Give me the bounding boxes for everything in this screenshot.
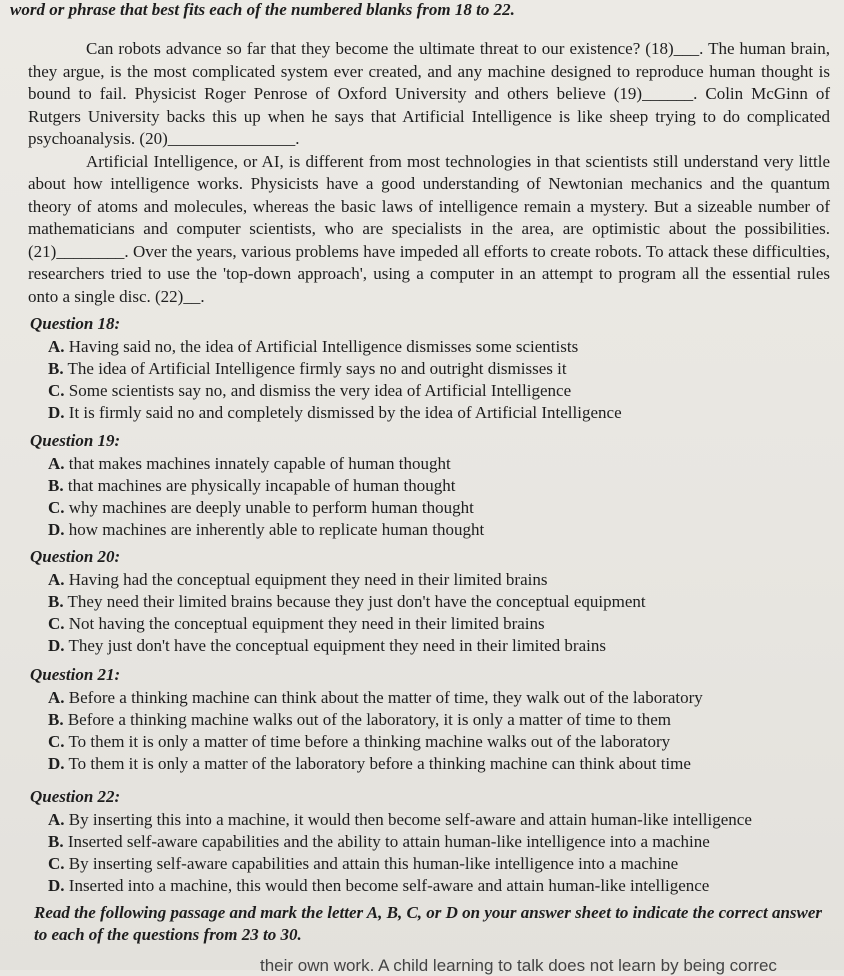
option-d[interactable] xyxy=(48,875,752,897)
question-title: Question 21: xyxy=(30,665,121,684)
section-heading: word or phrase that best fits each of the numbered blanks from 18 to 22. xyxy=(10,0,515,19)
question-20 xyxy=(30,546,646,657)
question-title: Question 20: xyxy=(30,547,121,566)
option-text: Having had the conceptual equipment they need in their limited brains xyxy=(68,570,548,589)
option-b[interactable] xyxy=(48,475,484,497)
option-b[interactable] xyxy=(48,831,752,853)
option-c[interactable] xyxy=(48,497,484,519)
next-section-instruction xyxy=(34,902,844,946)
option-text: They need their limited brains because they just don't have the conceptual equipment xyxy=(67,592,646,611)
reading-passage xyxy=(28,38,830,308)
option-letter: C. xyxy=(48,854,65,873)
question-21 xyxy=(30,664,703,775)
option-c[interactable] xyxy=(48,380,622,402)
option-letter: D. xyxy=(48,403,65,422)
option-d[interactable] xyxy=(48,753,703,775)
option-letter: D. xyxy=(48,876,65,895)
option-a[interactable] xyxy=(48,809,752,831)
option-letter: A. xyxy=(48,810,65,829)
option-text: how machines are inherently able to replicate human thought xyxy=(68,520,485,539)
option-b[interactable] xyxy=(48,709,703,731)
option-letter: A. xyxy=(48,570,65,589)
option-letter: A. xyxy=(48,454,65,473)
option-text: Not having the conceptual equipment they need in their limited brains xyxy=(68,614,545,633)
option-letter: C. xyxy=(48,498,65,517)
option-text: They just don't have the conceptual equipment they need in their limited brains xyxy=(68,636,606,655)
question-title: Question 18: xyxy=(30,314,121,333)
instruction-text: Read the following passage and mark the letter A, B, C, or D on your answer sheet to indicate the correct answer to each of the questions from 23 to 30. xyxy=(34,903,823,944)
option-letter: C. xyxy=(48,614,65,633)
option-text: The idea of Artificial Intelligence firmly says no and outright dismisses it xyxy=(67,359,567,378)
option-letter: B. xyxy=(48,592,64,611)
passage-paragraph-1: Can robots advance so far that they become the ultimate threat to our existence? (18)___. The human brain, they argue, is the most complicated system ever created, and any machine designed to reproduce human thought is bound to fail. Physicist Roger Penrose of Oxford University and others believe (19)______. Colin McGinn of Rutgers University backs this up when he says that Artificial Intelligence is like sheep trying to do complicated psychoanalysis. (20)_______________. xyxy=(28,39,830,148)
option-text: that machines are physically incapable of human thought xyxy=(67,476,456,495)
option-text: To them it is only a matter of time before a thinking machine walks out of the laboratory xyxy=(68,732,671,751)
option-text: Before a thinking machine walks out of the laboratory, it is only a matter of time to them xyxy=(67,710,672,729)
question-22 xyxy=(30,786,752,897)
option-text: Inserted into a machine, this would then become self-aware and attain human-like intelligence xyxy=(68,876,710,895)
option-text: Before a thinking machine can think about the matter of time, they walk out of the laboratory xyxy=(68,688,703,707)
question-title: Question 19: xyxy=(30,431,121,450)
option-c[interactable] xyxy=(48,853,752,875)
option-text: Having said no, the idea of Artificial Intelligence dismisses some scientists xyxy=(68,337,579,356)
option-letter: D. xyxy=(48,636,65,655)
option-letter: C. xyxy=(48,732,65,751)
option-text: why machines are deeply unable to perform human thought xyxy=(68,498,474,517)
option-text: To them it is only a matter of the laboratory before a thinking machine can think about time xyxy=(68,754,691,773)
option-letter: C. xyxy=(48,381,65,400)
option-text: Inserted self-aware capabilities and the ability to attain human-like intelligence into a machine xyxy=(67,832,710,851)
option-letter: B. xyxy=(48,359,64,378)
option-letter: D. xyxy=(48,754,65,773)
option-letter: A. xyxy=(48,337,65,356)
option-letter: B. xyxy=(48,476,64,495)
option-text: Some scientists say no, and dismiss the very idea of Artificial Intelligence xyxy=(68,381,572,400)
option-letter: A. xyxy=(48,688,65,707)
option-text: that makes machines innately capable of human thought xyxy=(68,454,451,473)
option-text: It is firmly said no and completely dismissed by the idea of Artificial Intelligence xyxy=(68,403,622,422)
passage-paragraph-2: Artificial Intelligence, or AI, is different from most technologies in that scientists still understand very little about how intelligence works. Physicists have a good understanding of Newtonian mechanics and the quantum theory of atoms and molecules, whereas the basic laws of intelligence remain a mystery. But a sizeable number of mathematicians and computer scientists, who are specialists in the area, are optimistic about the possibilities. (21)________. Over the years, various problems have impeded all efforts to create robots. To attack these difficulties, researchers tried to use the 'top-down approach', using a computer in an attempt to program all the essential rules onto a single disc. (22)__. xyxy=(28,151,830,306)
option-a[interactable] xyxy=(48,336,622,358)
next-passage-fragment: their own work. A child learning to talk does not learn by being correc xyxy=(260,956,777,975)
option-letter: B. xyxy=(48,832,64,851)
question-19 xyxy=(30,430,484,541)
option-letter: D. xyxy=(48,520,65,539)
option-d[interactable] xyxy=(48,519,484,541)
option-text: By inserting self-aware capabilities and attain this human-like intelligence into a machine xyxy=(68,854,679,873)
option-b[interactable] xyxy=(48,591,646,613)
option-c[interactable] xyxy=(48,613,646,635)
question-18 xyxy=(30,313,622,424)
option-d[interactable] xyxy=(48,402,622,424)
option-a[interactable] xyxy=(48,569,646,591)
option-text: By inserting this into a machine, it would then become self-aware and attain human-like intelligence xyxy=(68,810,752,829)
question-title: Question 22: xyxy=(30,787,121,806)
option-a[interactable] xyxy=(48,687,703,709)
option-letter: B. xyxy=(48,710,64,729)
option-c[interactable] xyxy=(48,731,703,753)
option-d[interactable] xyxy=(48,635,646,657)
option-a[interactable] xyxy=(48,453,484,475)
option-b[interactable] xyxy=(48,358,622,380)
